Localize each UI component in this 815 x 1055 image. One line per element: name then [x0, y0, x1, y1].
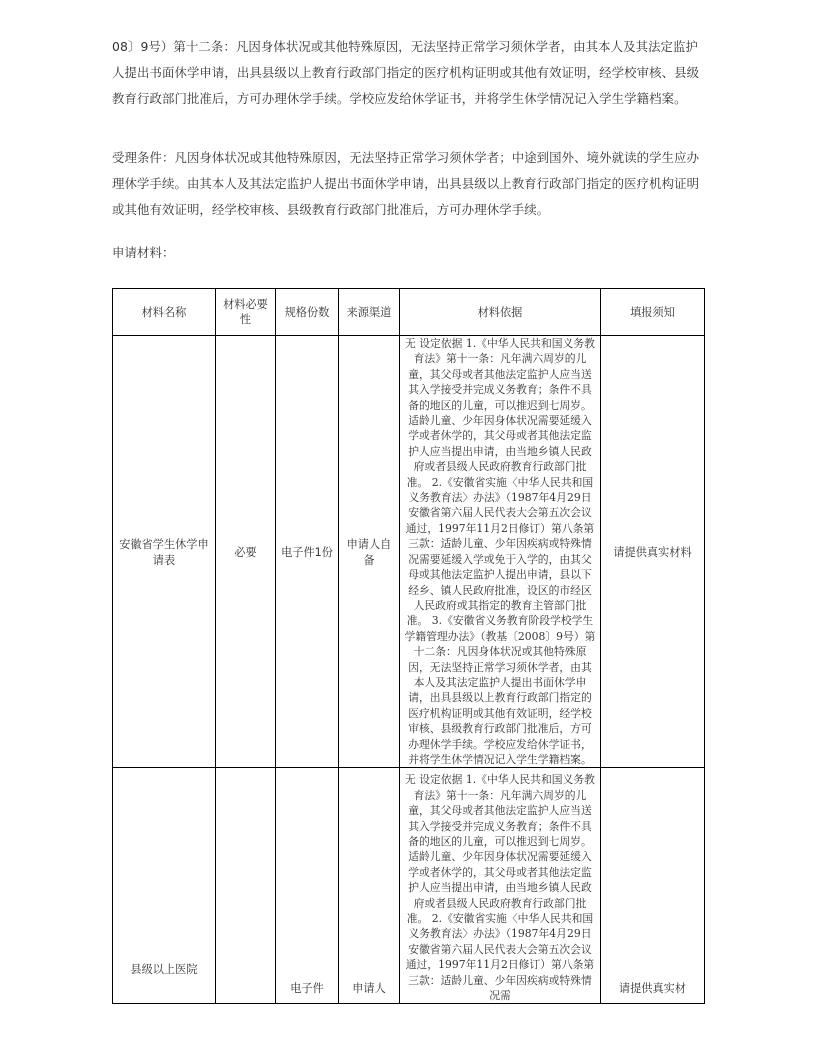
table-row: [113, 768, 705, 1004]
regulation-paragraph: 08〕9号）第十二条：凡因身体状况或其他特殊原因，无法坚持正常学习须休学者，由其本人及其法定监护人提出书面休学申请，出具县级以上教育行政部门指定的医疗机构证明或其他有效证明，经学校审核、县级教育行政部门批准后，方可办理休学手续。学校应发给休学证书，并将学生休学情况记入学生学籍档案。: [112, 39, 700, 106]
materials-label: 申请材料：: [112, 245, 175, 260]
cell-spec-count: 电子件1份: [276, 336, 339, 768]
acceptance-conditions-paragraph: 受理条件：凡因身体状况或其他特殊原因，无法坚持正常学习须休学者；中途到国外、境外就读的学生应办理休学手续。由其本人及其法定监护人提出书面休学申请，出具县级以上教育行政部门指定的医疗机构证明或其他有效证明，经学校审核、县级教育行政部门批准后，方可办理休学手续。: [112, 150, 700, 217]
cell-notes: 请提供真实材料: [601, 336, 705, 768]
header-basis: 材料依据: [400, 289, 601, 336]
cell-material-name: 县级以上医院: [113, 768, 216, 1004]
header-material-name: 材料名称: [113, 289, 216, 336]
cell-basis: 无 设定依据 1.《中华人民共和国义务教育法》第十一条：凡年满六周岁的儿童，其父母或者其他法定监护人应当送其入学接受并完成义务教育；条件不具备的地区的儿童，可以推迟到七周岁。适龄儿童、少年因身体状况需要延缓入学或者休学的，其父母或者其他法定监护人应当提出申请，由当地乡镇人民政府或者县级人民政府教育行政部门批准。 2.《安徽省实施〈中华人民共和国义务教育法〉办法》（1987年4月29日安徽省第六届人民代表大会第五次会议通过，1997年11月2日修订）第八条第三款：适龄儿童、少年因疾病或特殊情况需要延缓入学或免于入学的，由其父母或其他法定监护人提出申请，县以下经乡、镇人民政府批准，设区的市经区人民政府或其指定的教育主管部门批准。 3.《安徽省义务教育阶段学校学生学籍管理办法》（教基〔2008〕9号）第十二条：凡因身体状况或其他特殊原因，无法坚持正常学习须休学者，由其本人及其法定监护人提出书面休学申请，出具县级以上教育行政部门指定的医疗机构证明或其他有效证明，经学校审核、县级教育行政部门批准后，方可办理休学手续。学校应发给休学证书，并将学生休学情况记入学生学籍档案。: [400, 336, 601, 768]
cell-spec-count: 电子件: [276, 768, 339, 1004]
table-header-row: [113, 289, 705, 336]
cell-basis: 无 设定依据 1.《中华人民共和国义务教育法》第十一条：凡年满六周岁的儿童，其父母或者其他法定监护人应当送其入学接受并完成义务教育；条件不具备的地区的儿童，可以推迟到七周岁。适龄儿童、少年因身体状况需要延缓入学或者休学的，其父母或者其他法定监护人应当提出申请，由当地乡镇人民政府或者县级人民政府教育行政部门批准。 2.《安徽省实施〈中华人民共和国义务教育法〉办法》（1987年4月29日安徽省第六届人民代表大会第五次会议通过，1997年11月2日修订）第八条第三款：适龄儿童、少年因疾病或特殊情况需: [400, 768, 601, 1004]
header-notes: 填报须知: [601, 289, 705, 336]
cell-notes: 请提供真实材: [601, 768, 705, 1004]
cell-necessity: [216, 768, 276, 1004]
cell-necessity: 必要: [216, 336, 276, 768]
header-source: 来源渠道: [339, 289, 400, 336]
cell-material-name: 安徽省学生休学申请表: [113, 336, 216, 768]
table-row: [113, 336, 705, 768]
cell-source: 申请人自备: [339, 336, 400, 768]
header-spec-count: 规格份数: [276, 289, 339, 336]
cell-source: 申请人: [339, 768, 400, 1004]
materials-table: [112, 288, 705, 1004]
header-necessity: 材料必要性: [216, 289, 276, 336]
